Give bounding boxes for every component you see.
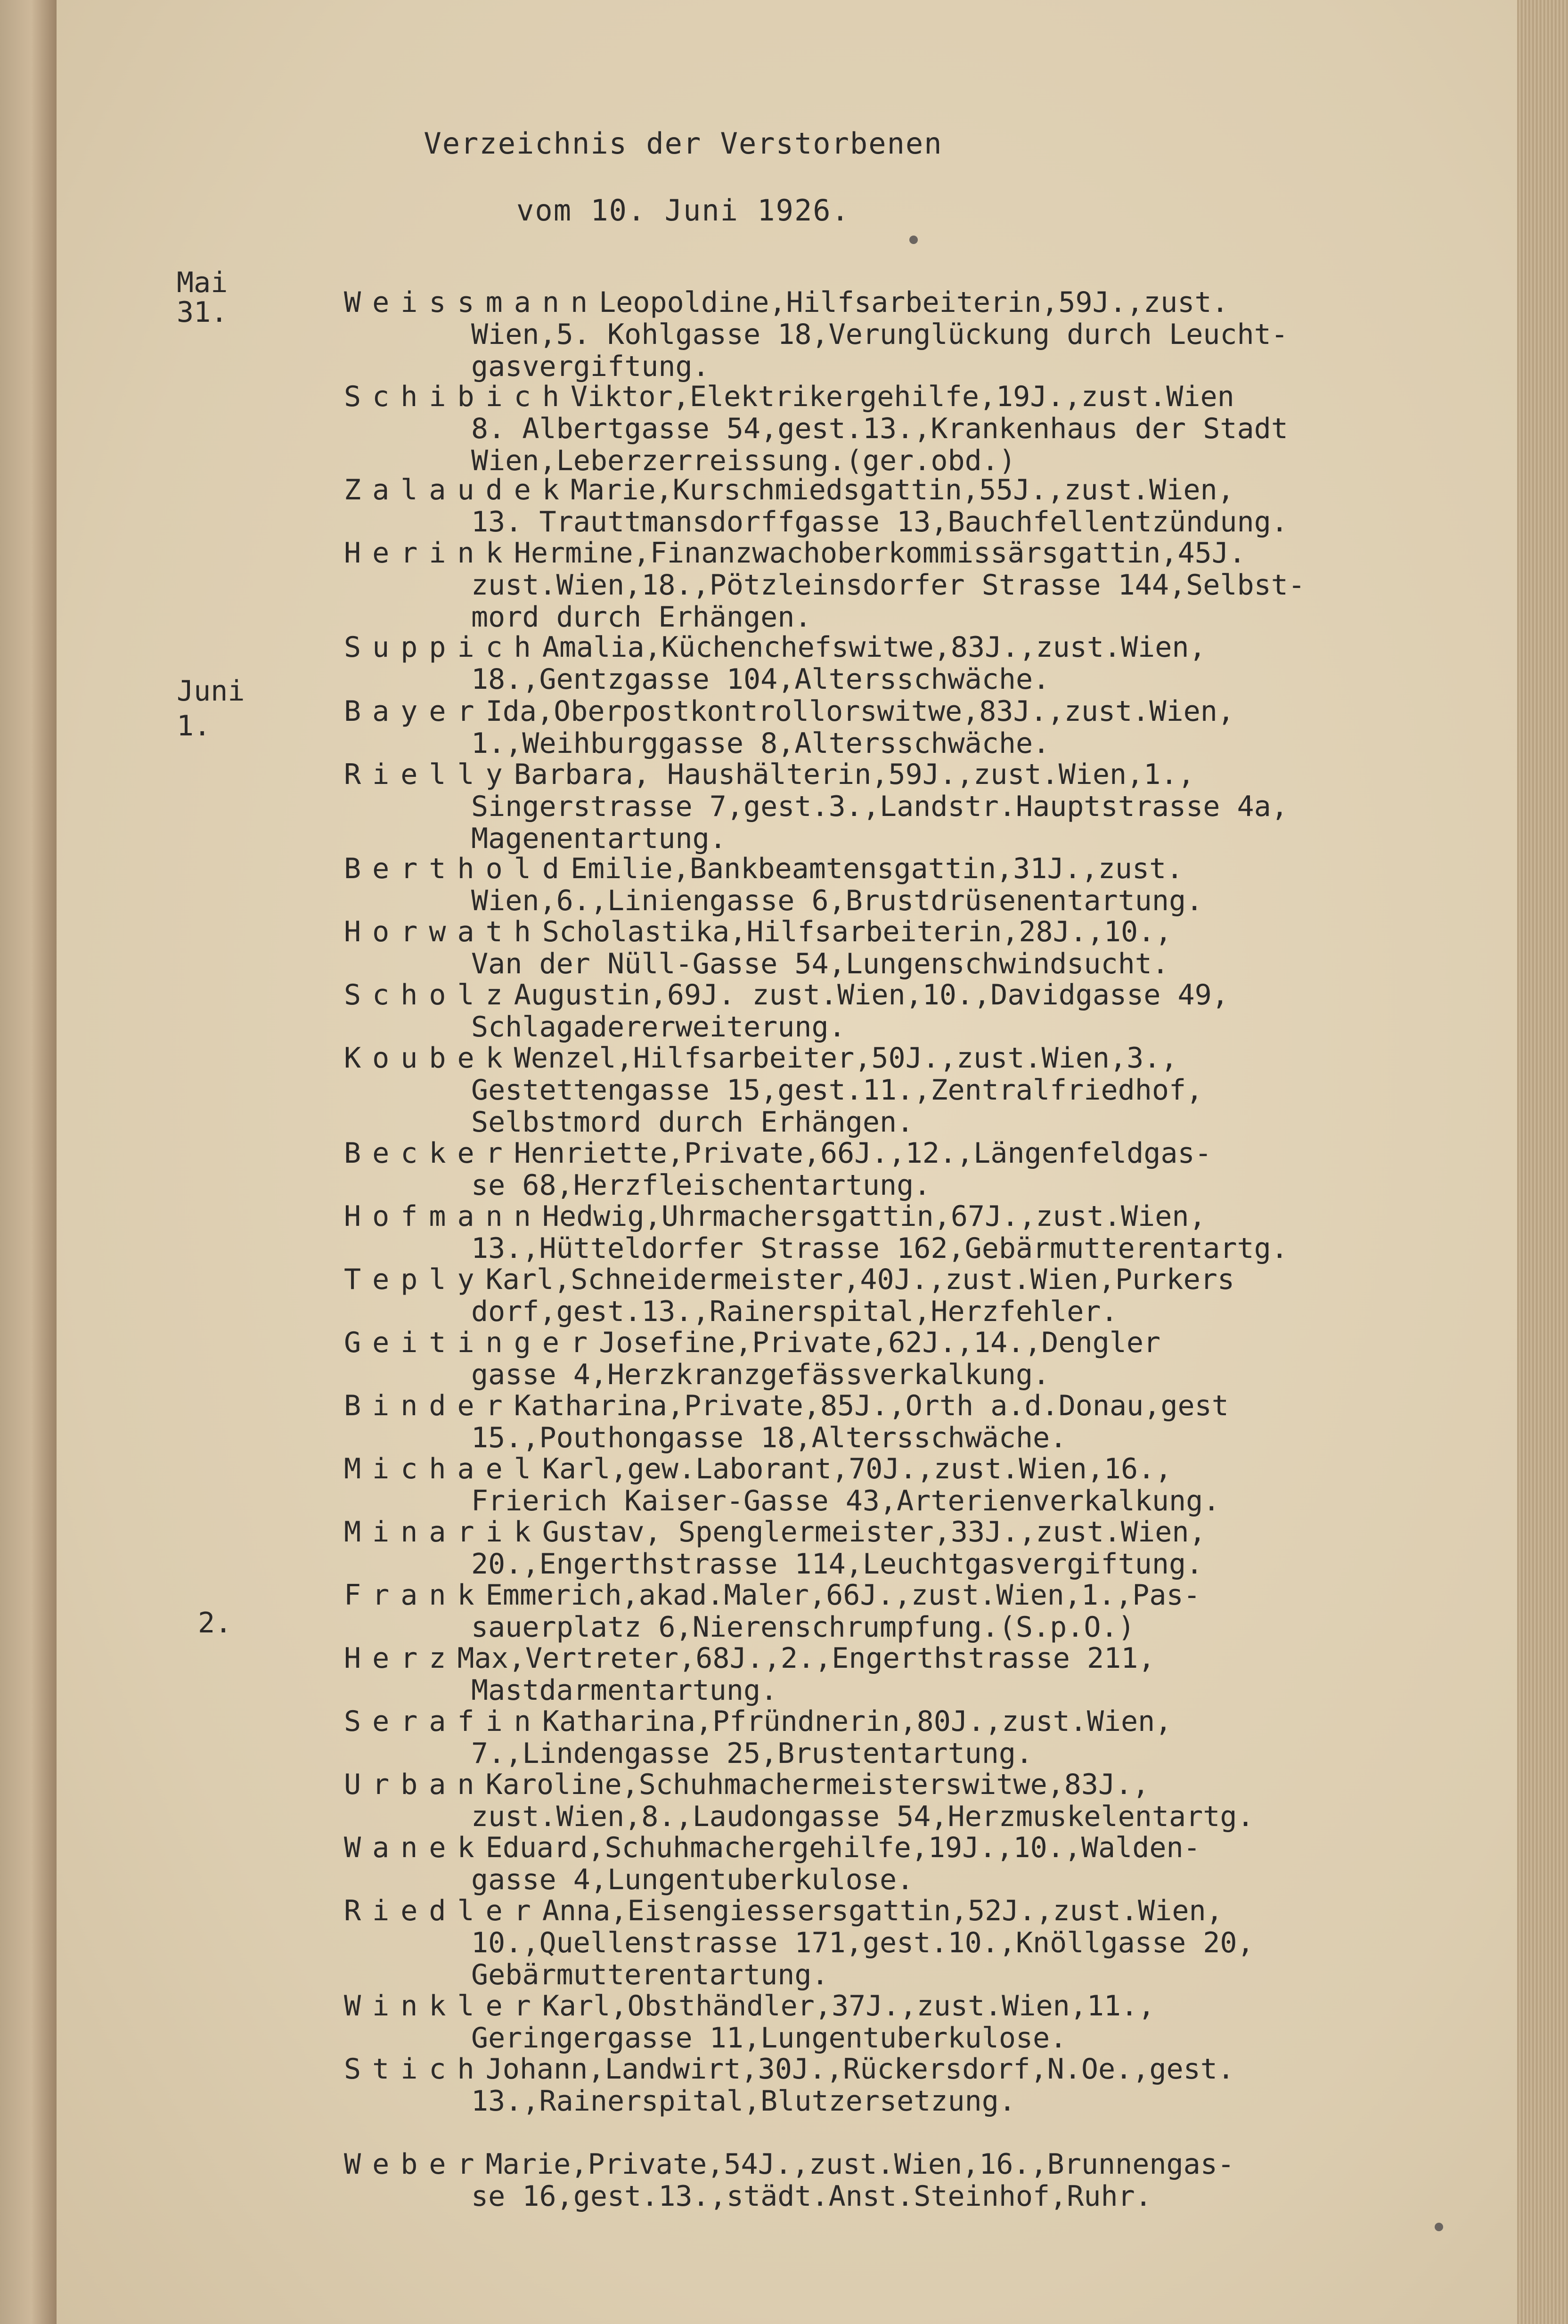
entry-first-line [344, 1705, 1172, 1737]
entry-continuation-line: Geringergasse 11,Lungentuberkulose. [471, 2022, 1067, 2055]
entry-surname: Hofmann [344, 1200, 542, 1233]
entry-surname: Frank [344, 1579, 486, 1612]
entry-line-text: Johann,Landwirt,30J.,Rückersdorf,N.Oe.,gest. [485, 2053, 1235, 2086]
entry-line-text: Barbara, Haushälterin,59J.,zust.Wien,1., [514, 758, 1195, 791]
entry-line-text: Katharina,Pfründnerin,80J.,zust.Wien, [542, 1705, 1172, 1738]
entry-first-line [344, 1453, 1172, 1485]
entry-first-line [344, 979, 1229, 1011]
entry-surname: Becker [344, 1137, 514, 1170]
entry-first-line [344, 853, 1183, 885]
entry-line-text: Karl,Obsthändler,37J.,zust.Wien,11., [542, 1990, 1155, 2022]
entry-first-line [344, 381, 1234, 413]
entry-first-line [344, 1390, 1229, 1422]
entry-surname: Scholz [344, 979, 514, 1011]
date-month-mai: Mai [177, 266, 228, 299]
entry-continuation-line: mord durch Erhängen. [471, 601, 812, 634]
entry-continuation-line: Mastdarmentartung. [471, 1674, 778, 1707]
entry-surname: Teply [344, 1263, 486, 1296]
entry-line-text: Karl,Schneidermeister,40J.,zust.Wien,Purkers [485, 1263, 1235, 1296]
entry-first-line [344, 1137, 1212, 1169]
page-edge [1516, 0, 1568, 2324]
entry-continuation-line: 13.,Hütteldorfer Strasse 162,Gebärmutterentartg. [471, 1232, 1288, 1265]
ink-dot [909, 236, 918, 244]
entry-first-line [344, 2148, 1234, 2180]
entry-surname: Serafin [344, 1705, 542, 1738]
entry-surname: Geitinger [344, 1326, 599, 1359]
entry-line-text: Leopoldine,Hilfsarbeiterin,59J.,zust. [599, 286, 1229, 319]
entry-continuation-line: 1.,Weihburggasse 8,Altersschwäche. [471, 727, 1050, 760]
date-day-1: 1. [177, 709, 211, 742]
entry-continuation-line: 10.,Quellenstrasse 171,gest.10.,Knöllgasse 20, [471, 1926, 1254, 1959]
entry-line-text: Josefine,Private,62J.,14.,Dengler [599, 1326, 1161, 1359]
entry-line-text: Karl,gew.Laborant,70J.,zust.Wien,16., [542, 1452, 1172, 1485]
entry-first-line [344, 1042, 1178, 1074]
entry-first-line [344, 916, 1172, 948]
page-title: Verzeichnis der Verstorbenen [424, 126, 943, 161]
entry-surname: Zalaudek [344, 473, 571, 506]
entry-continuation-line: dorf,gest.13.,Rainerspital,Herzfehler. [471, 1295, 1118, 1328]
entry-surname: Weissmann [344, 286, 599, 319]
entry-first-line [344, 2053, 1234, 2085]
entry-first-line [344, 1264, 1234, 1296]
entry-line-text: Scholastika,Hilfsarbeiterin,28J.,10., [542, 915, 1172, 948]
entry-continuation-line: 18.,Gentzgasse 104,Altersschwäche. [471, 663, 1050, 696]
entry-continuation-line: 13. Trauttmansdorffgasse 13,Bauchfellentzündung. [471, 506, 1288, 538]
entry-continuation-line: Wien,6.,Liniengasse 6,Brustdrüsenentartung. [471, 884, 1203, 917]
entry-continuation-line: Schlagadererweiterung. [471, 1011, 846, 1044]
entry-line-text: Anna,Eisengiessersgattin,52J.,zust.Wien, [542, 1894, 1223, 1927]
entry-continuation-line: gasse 4,Lungentuberkulose. [471, 1863, 914, 1896]
entry-continuation-line: zust.Wien,18.,Pötzleinsdorfer Strasse 144,Selbst- [471, 569, 1306, 602]
entry-surname: Binder [344, 1389, 514, 1422]
entry-first-line [344, 758, 1195, 791]
entry-first-line [344, 1895, 1223, 1927]
entry-continuation-line: Wien,Leberzerreissung.(ger.obd.) [471, 444, 1016, 477]
entry-first-line [344, 1200, 1206, 1232]
entry-surname: Stich [344, 2053, 486, 2086]
entry-surname: Schibich [344, 380, 571, 413]
entry-surname: Koubek [344, 1042, 514, 1075]
entry-line-text: Marie,Kurschmiedsgattin,55J.,zust.Wien, [570, 473, 1234, 506]
entry-continuation-line: gasse 4,Herzkranzgefässverkalkung. [471, 1358, 1050, 1391]
date-day-31: 31. [177, 296, 228, 329]
entry-surname: Weber [344, 2148, 486, 2181]
entry-line-text: Viktor,Elektrikergehilfe,19J.,zust.Wien [570, 380, 1234, 413]
entry-continuation-line: Frierich Kaiser-Gasse 43,Arterienverkalkung. [471, 1484, 1220, 1517]
entry-line-text: Karoline,Schuhmachermeisterswitwe,83J., [485, 1768, 1150, 1801]
entry-first-line [344, 695, 1234, 727]
ink-dot [1435, 2223, 1443, 2231]
entry-continuation-line: se 16,gest.13.,städt.Anst.Steinhof,Ruhr. [471, 2180, 1152, 2213]
entry-first-line [344, 1642, 1155, 1674]
entry-continuation-line: Magenentartung. [471, 822, 727, 855]
entry-continuation-line: Gebärmutterentartung. [471, 1958, 829, 1991]
date-month-juni: Juni [177, 675, 245, 708]
entry-first-line [344, 474, 1234, 506]
entry-continuation-line: Wien,5. Kohlgasse 18,Verunglückung durch Leucht- [471, 318, 1288, 351]
entry-first-line [344, 1769, 1149, 1801]
entry-first-line [344, 1832, 1200, 1864]
entry-continuation-line: Van der Nüll-Gasse 54,Lungenschwindsucht. [471, 947, 1169, 980]
entry-line-text: Amalia,Küchenchefswitwe,83J.,zust.Wien, [542, 631, 1206, 664]
entry-surname: Riedler [344, 1894, 542, 1927]
entry-surname: Herz [344, 1642, 457, 1675]
entry-continuation-line: 20.,Engerthstrasse 114,Leuchtgasvergiftung. [471, 1548, 1203, 1581]
entry-surname: Michael [344, 1452, 542, 1485]
entry-continuation-line: 15.,Pouthongasse 18,Altersschwäche. [471, 1421, 1067, 1454]
entry-surname: Horwath [344, 915, 542, 948]
entry-surname: Bayer [344, 695, 486, 728]
entry-continuation-line: Gestettengasse 15,gest.11.,Zentralfriedhof, [471, 1074, 1203, 1107]
entry-line-text: Hedwig,Uhrmachersgattin,67J.,zust.Wien, [542, 1200, 1206, 1233]
entry-continuation-line: gasvergiftung. [471, 350, 710, 383]
entry-surname: Winkler [344, 1990, 542, 2022]
date-day-2: 2. [198, 1606, 232, 1639]
entry-first-line [344, 537, 1246, 569]
entry-line-text: Hermine,Finanzwachoberkommissärsgattin,45J. [514, 537, 1246, 570]
entry-continuation-line: 8. Albertgasse 54,gest.13.,Krankenhaus der Stadt [471, 412, 1288, 445]
entry-continuation-line: Selbstmord durch Erhängen. [471, 1106, 914, 1139]
entry-line-text: Emilie,Bankbeamtensgattin,31J.,zust. [570, 852, 1184, 885]
entry-continuation-line: Singerstrasse 7,gest.3.,Landstr.Hauptstrasse 4a, [471, 790, 1288, 823]
document-page [57, 0, 1517, 2324]
entry-line-text: Henriette,Private,66J.,12.,Längenfeldgas- [514, 1137, 1212, 1170]
entry-first-line [344, 1327, 1160, 1359]
entry-surname: Urban [344, 1768, 486, 1801]
entry-line-text: Wenzel,Hilfsarbeiter,50J.,zust.Wien,3., [514, 1042, 1178, 1075]
book-gutter [0, 0, 57, 2324]
entry-first-line [344, 1990, 1155, 2022]
entry-surname: Rielly [344, 758, 514, 791]
entry-line-text: Eduard,Schuhmachergehilfe,19J.,10.,Walden- [485, 1831, 1200, 1864]
page-subtitle: vom 10. Juni 1926. [516, 193, 850, 228]
entry-line-text: Katharina,Private,85J.,Orth a.d.Donau,gest [514, 1389, 1229, 1422]
entry-first-line [344, 286, 1229, 318]
entry-line-text: Gustav, Spenglermeister,33J.,zust.Wien, [542, 1516, 1206, 1549]
entry-surname: Berthold [344, 852, 571, 885]
entry-first-line [344, 1579, 1200, 1611]
entry-line-text: Augustin,69J. zust.Wien,10.,Davidgasse 49, [514, 979, 1229, 1011]
entry-continuation-line: 7.,Lindengasse 25,Brustentartung. [471, 1737, 1033, 1770]
entry-surname: Herink [344, 537, 514, 570]
entry-line-text: Ida,Oberpostkontrollorswitwe,83J.,zust.Wien, [485, 695, 1235, 728]
entry-continuation-line: se 68,Herzfleischentartung. [471, 1169, 931, 1202]
entry-first-line [344, 631, 1206, 663]
entry-line-text: Max,Vertreter,68J.,2.,Engerthstrasse 211, [457, 1642, 1155, 1675]
entry-continuation-line: 13.,Rainerspital,Blutzersetzung. [471, 2085, 1016, 2118]
entry-continuation-line: sauerplatz 6,Nierenschrumpfung.(S.p.O.) [471, 1611, 1135, 1644]
entry-line-text: Marie,Private,54J.,zust.Wien,16.,Brunnengas- [485, 2148, 1235, 2181]
entry-surname: Minarik [344, 1516, 542, 1549]
entry-surname: Suppich [344, 631, 542, 664]
entry-surname: Wanek [344, 1831, 486, 1864]
entry-continuation-line: zust.Wien,8.,Laudongasse 54,Herzmuskelentartg. [471, 1800, 1254, 1833]
entry-line-text: Emmerich,akad.Maler,66J.,zust.Wien,1.,Pas- [485, 1579, 1200, 1612]
entry-first-line [344, 1516, 1206, 1548]
